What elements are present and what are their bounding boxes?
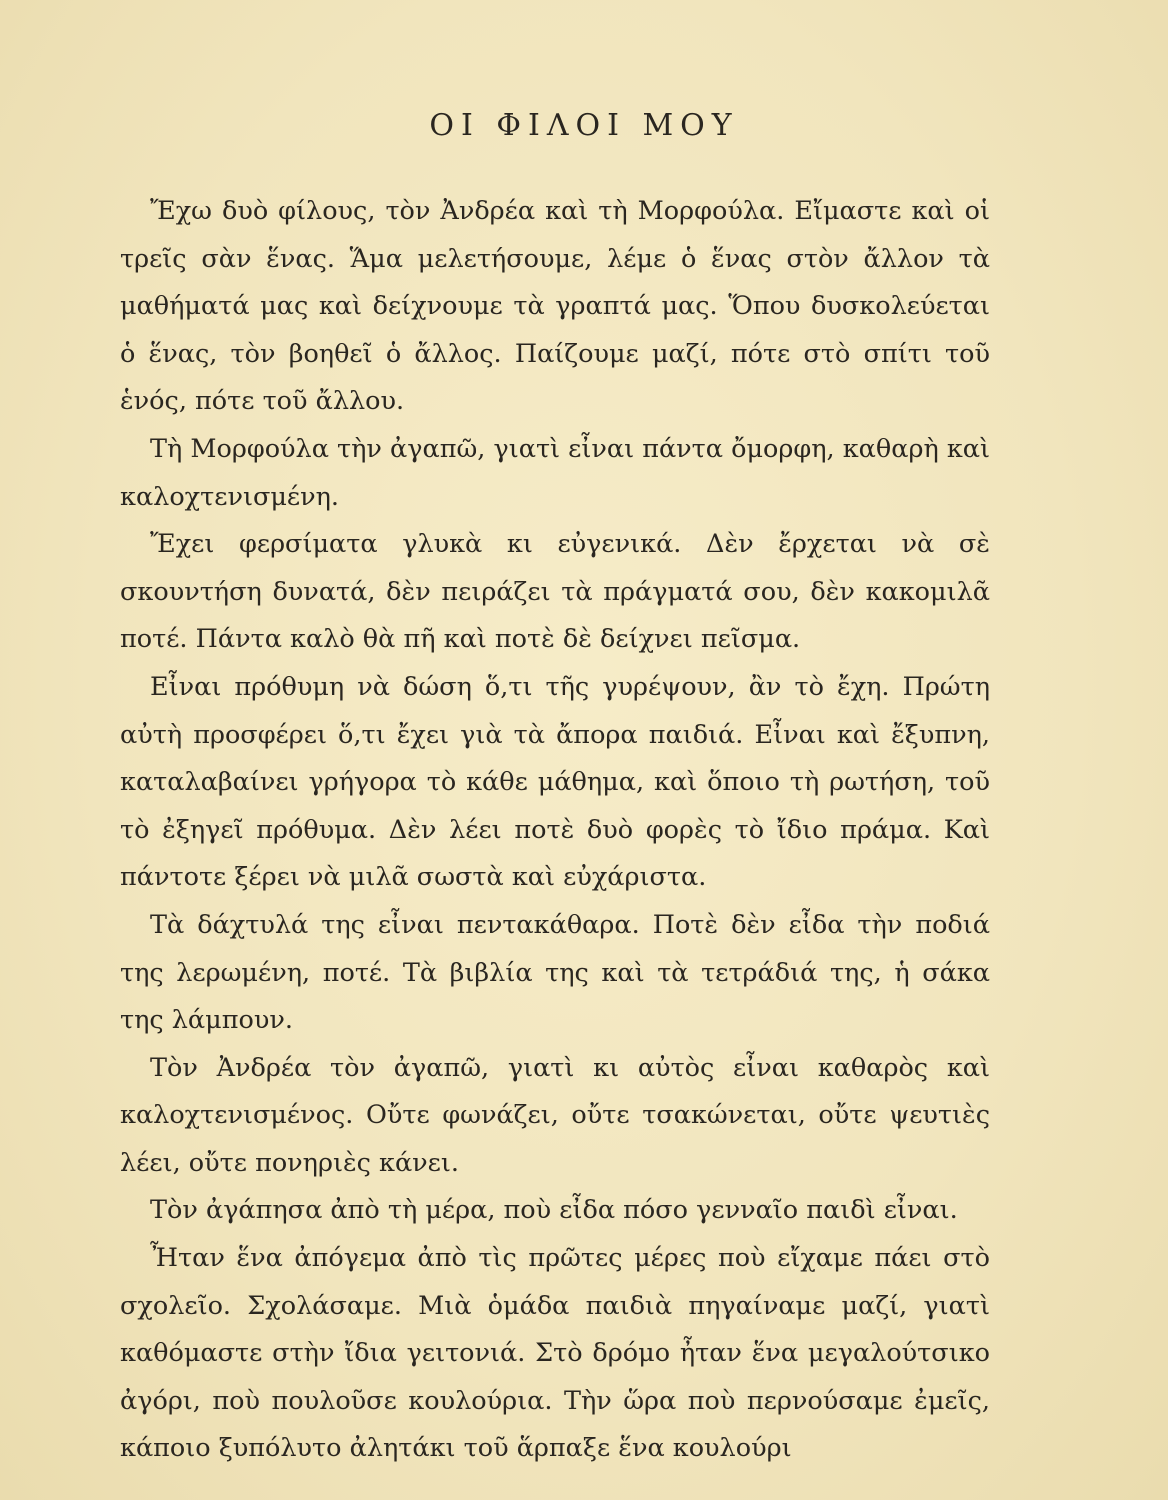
paragraph: Τὴ Μορφούλα τὴν ἀγαπῶ, γιατὶ εἶναι πάντα ὄμορφη, καθαρὴ καὶ καλοχτενισμένη. xyxy=(120,433,990,512)
paragraph: Εἶναι πρόθυμη νὰ δώση ὅ,τι τῆς γυρέψουν, ἂν τὸ ἔχη. Πρώτη αὐτὴ προσφέρει ὅ,τι ἔχει γιὰ τὰ ἄπορα παιδιά. Εἶναι καὶ ἔξυπνη, καταλαβαίνει γρήγορα τὸ κάθε μάθημα, καὶ ὅποιο τὴ ρωτήση, τοῦ τὸ ἐξηγεῖ πρόθυμα. Δὲν λέει ποτὲ δυὸ φορὲς τὸ ἴδιο πράμα. Καὶ πάντοτε ξέρει νὰ μιλᾶ σωστὰ καὶ εὐχάριστα. xyxy=(120,671,990,893)
paragraph: Ἔχω δυὸ φίλους, τὸν Ἀνδρέα καὶ τὴ Μορφούλα. Εἴμαστε καὶ οἱ τρεῖς σὰν ἕνας. Ἅμα μελετήσουμε, λέμε ὁ ἕνας στὸν ἄλλον τὰ μαθήματά μας καὶ δείχνουμε τὰ γραπτά μας. Ὅπου δυσκολεύεται ὁ ἕνας, τὸν βοηθεῖ ὁ ἄλλος. Παίζουμε μαζί, πότε στὸ σπίτι τοῦ ἑνός, πότε τοῦ ἄλλου. xyxy=(120,196,990,417)
paragraph: Ἦταν ἕνα ἀπόγεμα ἀπὸ τὶς πρῶτες μέρες ποὺ εἴχαμε πάει στὸ σχολεῖο. Σχολάσαμε. Μιὰ ὁμάδα παιδιὰ πηγαίναμε μαζί, γιατὶ καθόμαστε στὴν ἴδια γειτονιά. Στὸ δρόμο ἦταν ἕνα μεγαλούτσικο ἀγόρι, ποὺ πουλοῦσε κουλούρια. Τὴν ὥρα ποὺ περνούσαμε ἐμεῖς, κάποιο ξυπόλυτο ἀλητάκι τοῦ ἅρπαξε ἕνα κουλούρι xyxy=(120,1243,990,1464)
page-title: ΟΙ ΦΙΛΟΙ ΜΟΥ xyxy=(429,108,739,143)
paragraph: Ἔχει φερσίματα γλυκὰ κι εὐγενικά. Δὲν ἔρχεται νὰ σὲ σκουντήση δυνατά, δὲν πειράζει τὰ πράγματά σου, δὲν κακομιλᾶ ποτέ. Πάντα καλὸ θὰ πῆ καὶ ποτὲ δὲ δείχνει πεῖσμα. xyxy=(120,529,990,655)
paragraph: Τὸν Ἀνδρέα τὸν ἀγαπῶ, γιατὶ κι αὐτὸς εἶναι καθαρὸς καὶ καλοχτενισμένος. Οὔτε φωνάζει, οὔτε τσακώνεται, οὔτε ψευτιὲς λέει, οὔτε πονηριὲς κάνει. xyxy=(120,1052,990,1178)
body-text xyxy=(120,188,990,1473)
paragraph: Τὰ δάχτυλά της εἶναι πεντακάθαρα. Ποτὲ δὲν εἶδα τὴν ποδιά της λερωμένη, ποτέ. Τὰ βιβλία της καὶ τὰ τετράδιά της, ἡ σάκα της λάμπουν. xyxy=(120,909,990,1036)
paragraph: Τὸν ἀγάπησα ἀπὸ τὴ μέρα, ποὺ εἶδα πόσο γενναῖο παιδὶ εἶναι. xyxy=(150,1195,958,1226)
